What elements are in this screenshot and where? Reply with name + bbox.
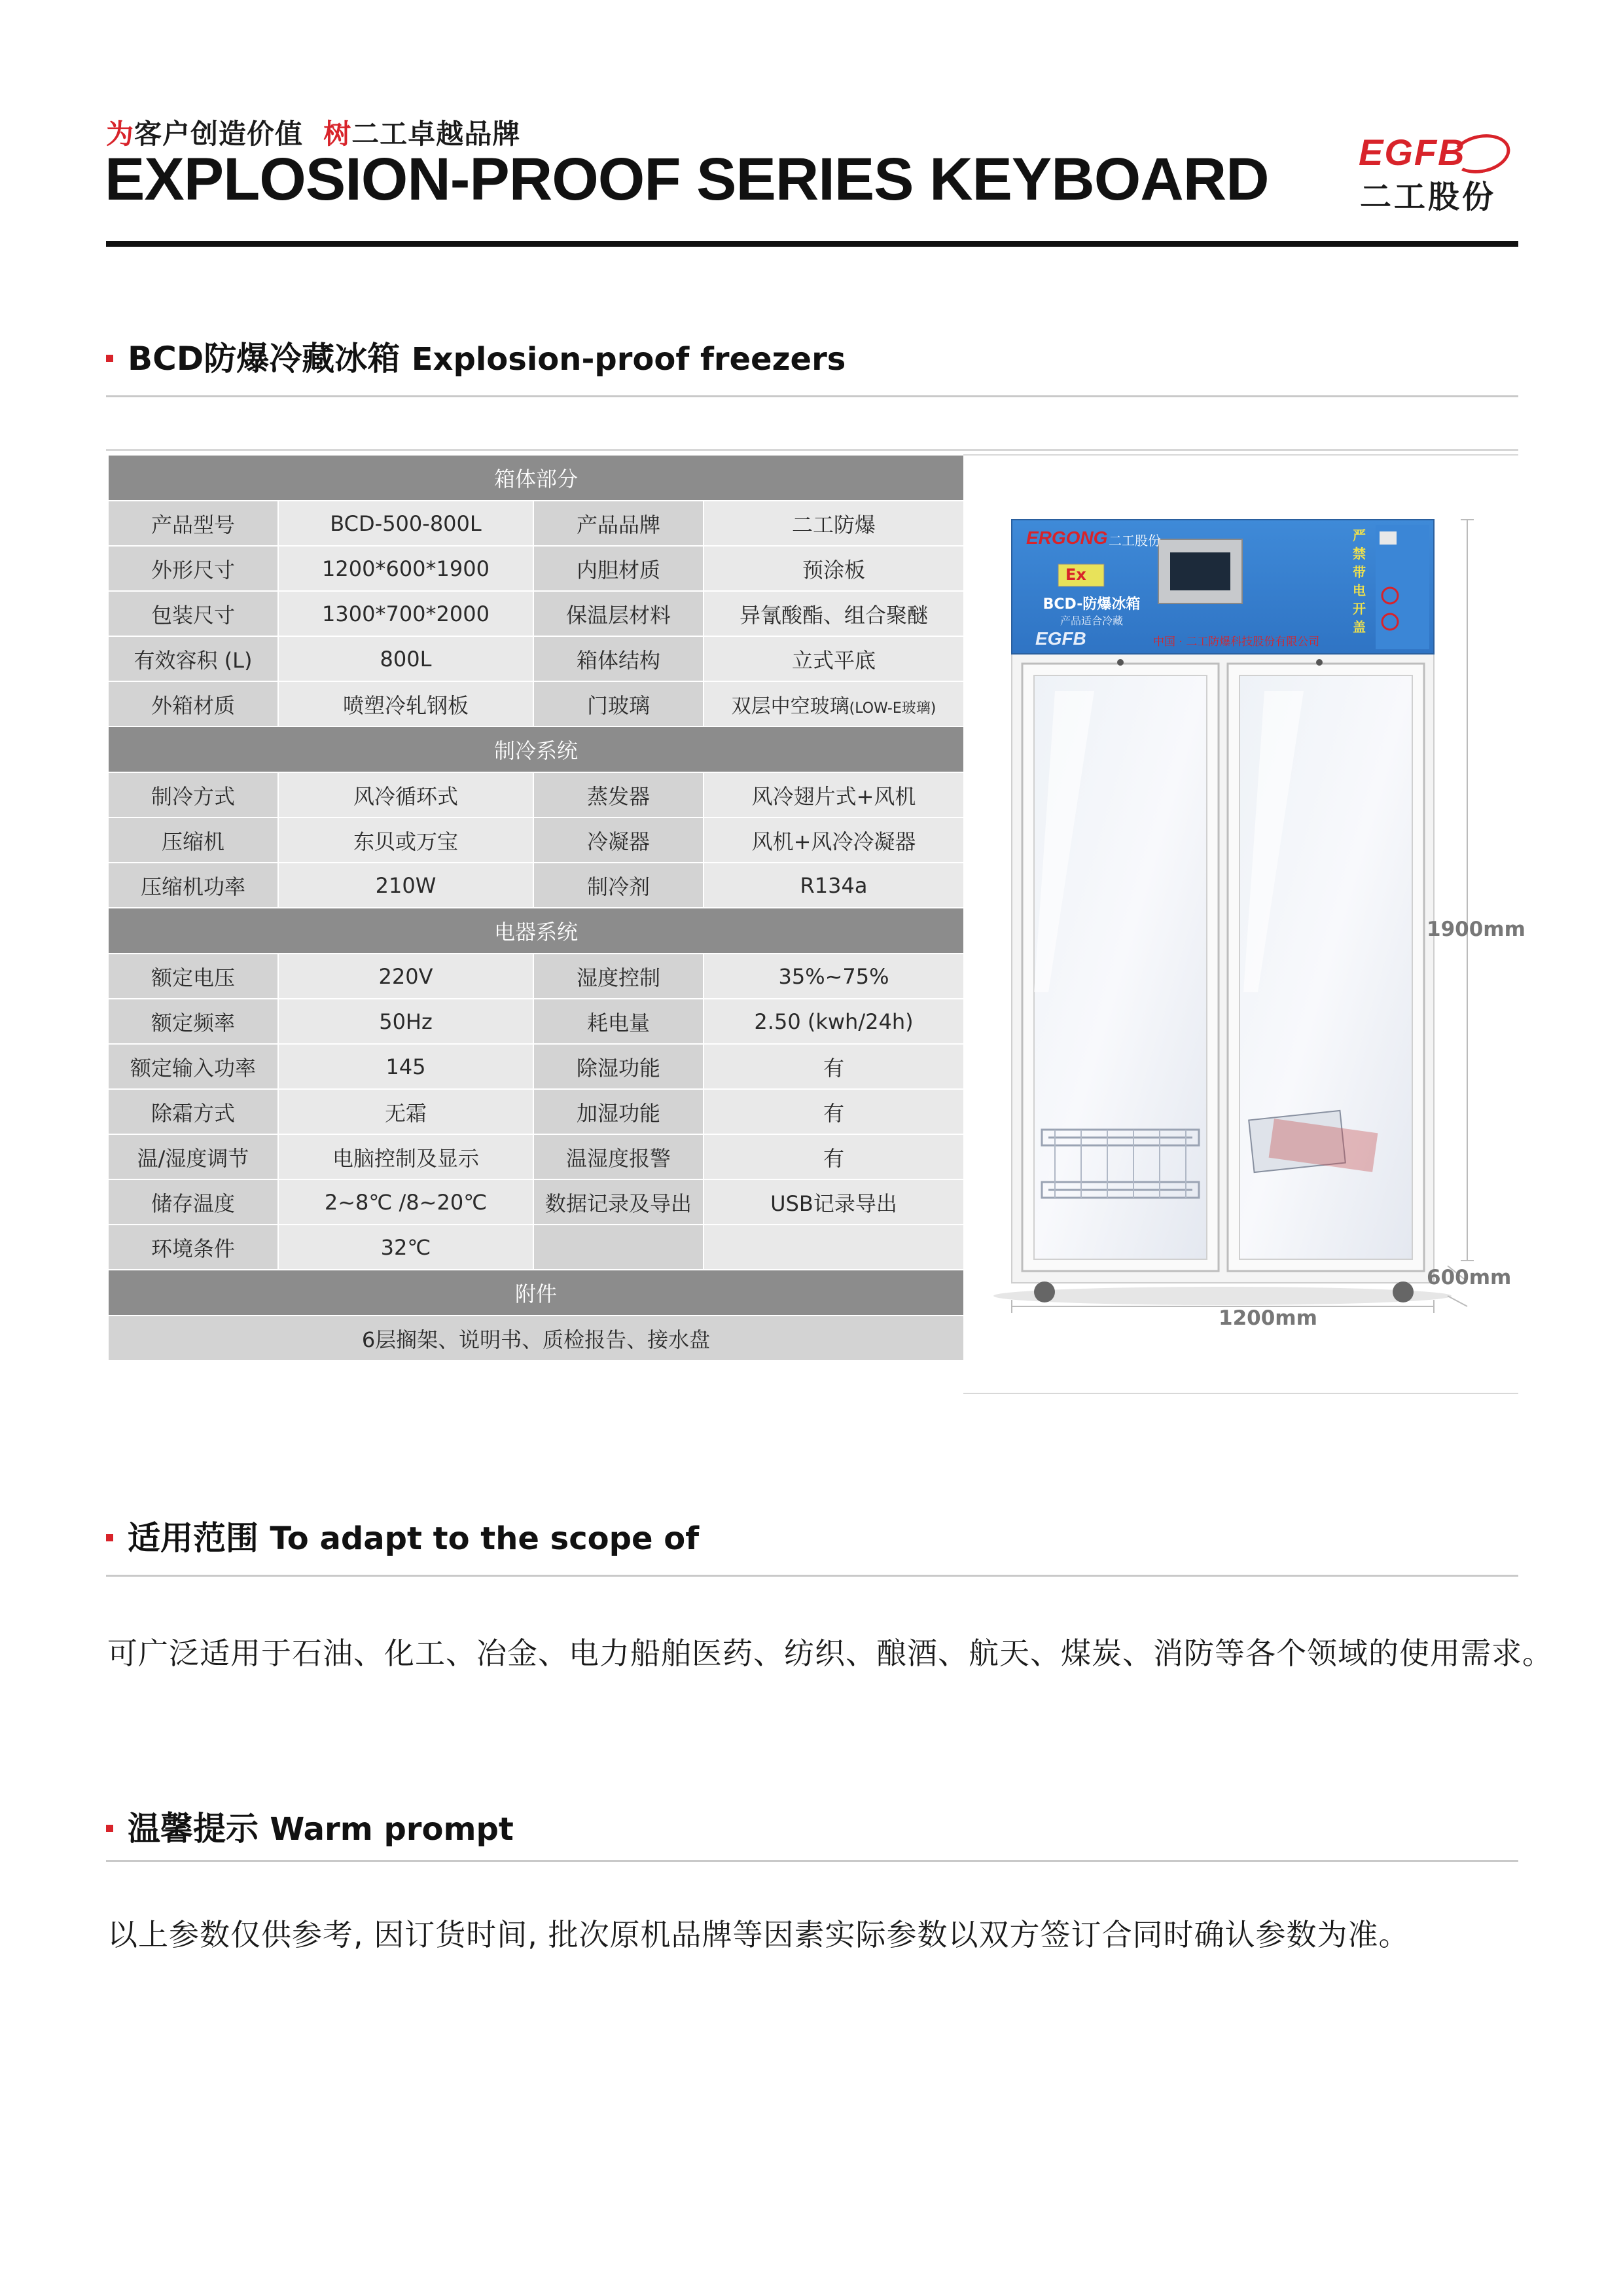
table-row: 额定输入功率 145 除湿功能 有 [108,1044,964,1089]
section-divider [106,1575,1518,1577]
cabinet-name: BCD-防爆冰箱 [1043,596,1141,613]
section-divider [106,1860,1518,1862]
section-title-en: To adapt to the scope of [270,1520,700,1557]
table-row: 环境条件 32℃ [108,1225,964,1270]
slogan-accent-1: 为 [106,118,135,150]
table-row: 储存温度 2~8℃ /8~20℃ 数据记录及导出 USB记录导出 [108,1179,964,1225]
section-divider [106,395,1518,397]
warning-text: 严 禁 带 电 开 盖 [1353,528,1366,635]
cabinet-company: 中国 · 二工防爆科技股份有限公司 [1153,636,1320,649]
section-title-en: Explosion-proof freezers [411,341,846,378]
table-row: 6层搁架、说明书、质检报告、接水盘 [108,1316,964,1361]
glass-note: (LOW-E玻璃) [849,700,936,717]
table-row: 有效容积 (L) 800L 箱体结构 立式平底 [108,636,964,681]
section-title-en: Warm prompt [270,1811,514,1848]
section-heading-scope [106,1512,699,1559]
table-row: 额定电压 220V 湿度控制 35%~75% [108,954,964,999]
product-image-panel [963,454,1525,1394]
slogan-accent-2: 树 [323,118,352,150]
dim-depth: 600mm [1427,1266,1512,1289]
table-band-cabinet: 箱体部分 [108,455,964,501]
table-row: 压缩机功率 210W 制冷剂 R134a [108,863,964,908]
cabinet-brand: ERGONG [1026,528,1108,548]
slogan-text-1: 客户创造价值 [134,118,304,150]
dim-height: 1900mm [1427,918,1525,941]
logo-cn: 二工股份 [1360,179,1497,215]
table-row: 温/湿度调节 电脑控制及显示 温湿度报警 有 [108,1134,964,1179]
dim-width: 1200mm [1219,1306,1317,1330]
ex-mark: Ex [1065,565,1086,584]
table-top-divider [106,449,1518,451]
slogan-text-2: 二工卓越品牌 [351,118,521,150]
logo-en: EGFB [1359,132,1466,173]
section-heading-product [106,332,846,380]
cabinet-brand-cn: 二工股份 [1109,533,1161,548]
table-row: 额定频率 50Hz 耗电量 2.50 (kwh/24h) [108,999,964,1044]
table-row: 外箱材质 喷塑冷轧钢板 门玻璃 双层中空玻璃(LOW-E玻璃) [108,681,964,726]
bullet-icon [106,1825,113,1832]
table-row: 外形尺寸 1200*600*1900 内胆材质 预涂板 [108,546,964,591]
bullet-icon [106,355,113,362]
spec-table [107,454,965,1361]
table-row: 除霜方式 无霜 加湿功能 有 [108,1089,964,1134]
scope-text: 可广泛适用于石油、化工、冶金、电力船舶医药、纺织、酿酒、航天、煤炭、消防等各个领域的使用需求。 [107,1636,1553,1671]
section-title-cn: 适用范围 [128,1519,259,1557]
table-row: 压缩机 东贝或万宝 冷凝器 风机+风冷冷凝器 [108,817,964,863]
glass-cell: 双层中空玻璃(LOW-E玻璃) [704,681,964,726]
section-title-cn: 温馨提示 [128,1810,259,1848]
cabinet-sub: 产品适合冷藏 [1060,615,1123,627]
table-row: 制冷方式 风冷循环式 蒸发器 风冷翅片式+风机 [108,772,964,817]
table-band-electrical: 电器系统 [108,908,964,954]
bullet-icon [106,1534,113,1541]
table-band-refrigeration: 制冷系统 [108,726,964,772]
section-heading-prompt [106,1803,514,1850]
table-row: 产品型号 BCD-500-800L 产品品牌 二工防爆 [108,501,964,546]
page-title: EXPLOSION-PROOF SERIES KEYBOARD [105,146,1269,213]
brand-logo [1353,131,1510,216]
table-band-accessory: 附件 [108,1270,964,1316]
table-row: 包装尺寸 1300*700*2000 保温层材料 异氰酸酯、组合聚醚 [108,591,964,636]
section-title-cn: BCD防爆冷藏冰箱 [128,340,401,378]
cabinet-logo: EGFB [1035,628,1086,649]
prompt-text: 以上参数仅供参考, 因订货时间, 批次原机品牌等因素实际参数以双方签订合同时确认参数为准。 [107,1917,1410,1952]
header-divider [106,241,1518,247]
